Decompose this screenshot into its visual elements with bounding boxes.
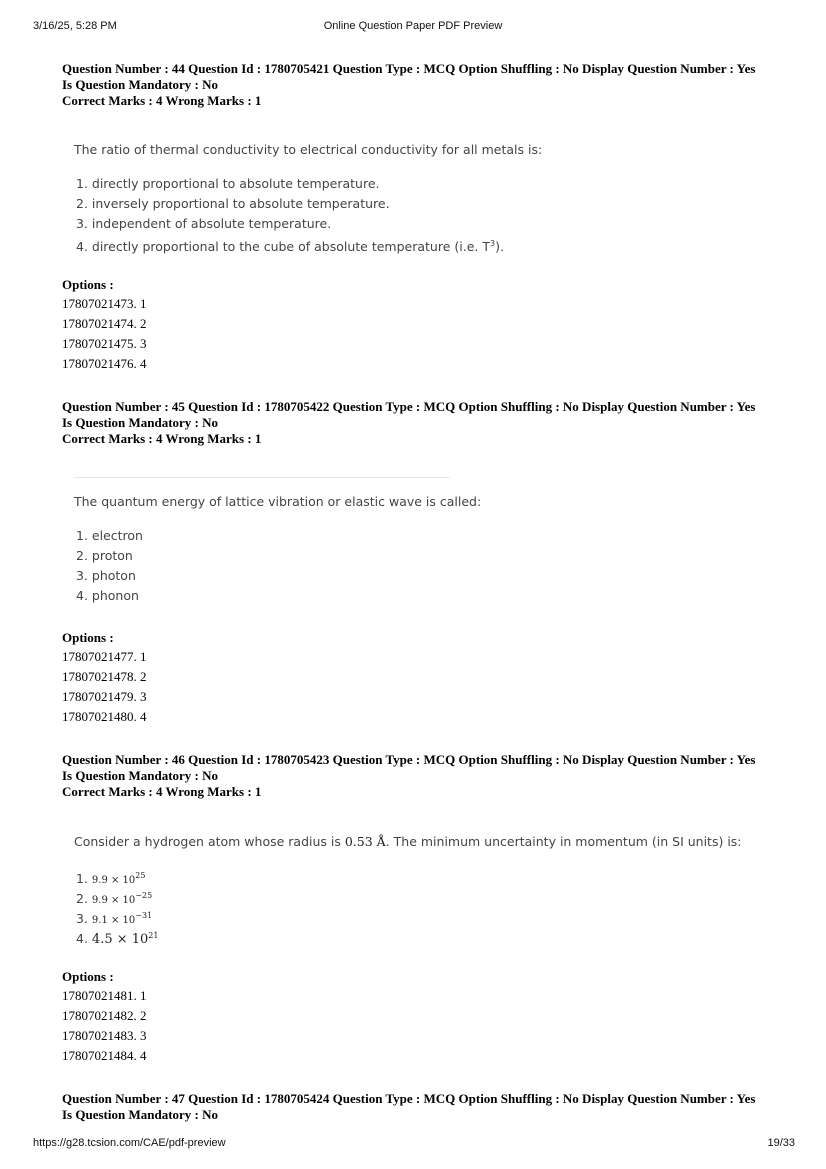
choice-exponent: 25 <box>135 871 146 880</box>
question-marks: Correct Marks : 4 Wrong Marks : 1 <box>62 784 262 799</box>
option-item: 17807021481. 1 <box>62 988 147 1003</box>
choice-item: 3. independent of absolute temperature. <box>76 216 332 231</box>
question-meta-line: Question Number : 44 Question Id : 1780705421 Question Type : MCQ Option Shuffling : No Display Question Number : Yes <box>62 61 756 76</box>
choice-item: 2. inversely proportional to absolute temperature. <box>76 196 390 211</box>
options-46 <box>62 969 792 985</box>
choice-item <box>76 906 806 926</box>
choice-item: 1. electron <box>76 528 143 543</box>
question-marks: Correct Marks : 4 Wrong Marks : 1 <box>62 93 262 108</box>
question-meta-line: Question Number : 45 Question Id : 1780705422 Question Type : MCQ Option Shuffling : No Display Question Number : Yes <box>62 399 756 414</box>
question-46-body <box>62 834 792 849</box>
choice-exponent: −31 <box>135 911 153 920</box>
choice-item: 4. phonon <box>76 588 139 603</box>
option-item: 17807021475. 3 <box>62 336 147 351</box>
choice-item <box>76 926 806 946</box>
options-label: Options : <box>62 630 114 645</box>
option-item: 17807021474. 2 <box>62 316 147 331</box>
options-label: Options : <box>62 969 114 984</box>
page-number: 19/33 <box>767 1137 795 1149</box>
option-item: 17807021476. 4 <box>62 356 147 371</box>
choice-math: 9.9 × 10 <box>91 895 136 907</box>
option-item: 17807021477. 1 <box>62 649 147 664</box>
choice-text: 4. directly proportional to the cube of absolute temperature (i.e. T <box>76 239 490 255</box>
question-45 <box>62 399 792 447</box>
choice-text-end: ). <box>495 239 504 255</box>
question-45-choices <box>76 526 806 606</box>
question-meta-line: Question Number : 47 Question Id : 1780705424 Question Type : MCQ Option Shuffling : No Display Question Number : Yes <box>62 1091 756 1106</box>
question-marks: Correct Marks : 4 Wrong Marks : 1 <box>62 431 262 446</box>
question-mandatory: Is Question Mandatory : No <box>62 768 219 783</box>
question-44 <box>62 61 792 109</box>
question-mandatory: Is Question Mandatory : No <box>62 77 219 92</box>
options-44-list <box>62 294 792 374</box>
divider <box>74 477 450 478</box>
option-item: 17807021484. 4 <box>62 1048 147 1063</box>
print-datetime: 3/16/25, 5:28 PM <box>33 20 117 32</box>
question-45-body <box>62 494 792 509</box>
radius-value: 0.53 Å <box>344 834 386 849</box>
question-44-choices <box>76 174 806 254</box>
options-45 <box>62 630 792 646</box>
question-text: The ratio of thermal conductivity to electrical conductivity for all metals is: <box>74 142 543 157</box>
question-mandatory: Is Question Mandatory : No <box>62 1107 219 1122</box>
choice-number: 3. <box>76 911 88 927</box>
choice-item <box>76 866 806 886</box>
choice-item <box>76 886 806 906</box>
question-text-end: . The minimum uncertainty in momentum (in SI units) is: <box>385 834 742 849</box>
choice-exponent: 3 <box>489 239 496 248</box>
option-item: 17807021482. 2 <box>62 1008 147 1023</box>
question-text: The quantum energy of lattice vibration or elastic wave is called: <box>74 494 482 509</box>
question-mandatory: Is Question Mandatory : No <box>62 415 219 430</box>
options-46-list <box>62 986 792 1066</box>
option-item: 17807021479. 3 <box>62 689 147 704</box>
choice-item <box>76 234 806 254</box>
question-44-body <box>62 142 792 157</box>
choice-item: 1. directly proportional to absolute temperature. <box>76 176 380 191</box>
option-item: 17807021480. 4 <box>62 709 147 724</box>
choice-math: 9.1 × 10 <box>91 915 136 927</box>
question-46-choices <box>76 866 806 946</box>
choice-math: 4.5 × 10 <box>91 932 149 948</box>
print-title: Online Question Paper PDF Preview <box>323 20 503 32</box>
choice-number: 1. <box>76 871 88 887</box>
question-46 <box>62 752 792 800</box>
option-item: 17807021478. 2 <box>62 669 147 684</box>
question-47 <box>62 1091 792 1123</box>
question-text-start: Consider a hydrogen atom whose radius is <box>74 834 341 849</box>
options-45-list <box>62 647 792 727</box>
choice-exponent: 21 <box>148 931 159 940</box>
choice-exponent: −25 <box>135 891 153 900</box>
question-meta-line: Question Number : 46 Question Id : 1780705423 Question Type : MCQ Option Shuffling : No Display Question Number : Yes <box>62 752 756 767</box>
choice-number: 4. <box>76 931 88 947</box>
page-url: https://g28.tcsion.com/CAE/pdf-preview <box>33 1137 226 1149</box>
choice-math: 9.9 × 10 <box>91 875 136 887</box>
question-text <box>74 834 792 849</box>
option-item: 17807021473. 1 <box>62 296 147 311</box>
choice-item: 3. photon <box>76 568 136 583</box>
option-item: 17807021483. 3 <box>62 1028 147 1043</box>
choice-number: 2. <box>76 891 88 907</box>
options-44 <box>62 277 792 293</box>
choice-item: 2. proton <box>76 548 133 563</box>
options-label: Options : <box>62 277 114 292</box>
